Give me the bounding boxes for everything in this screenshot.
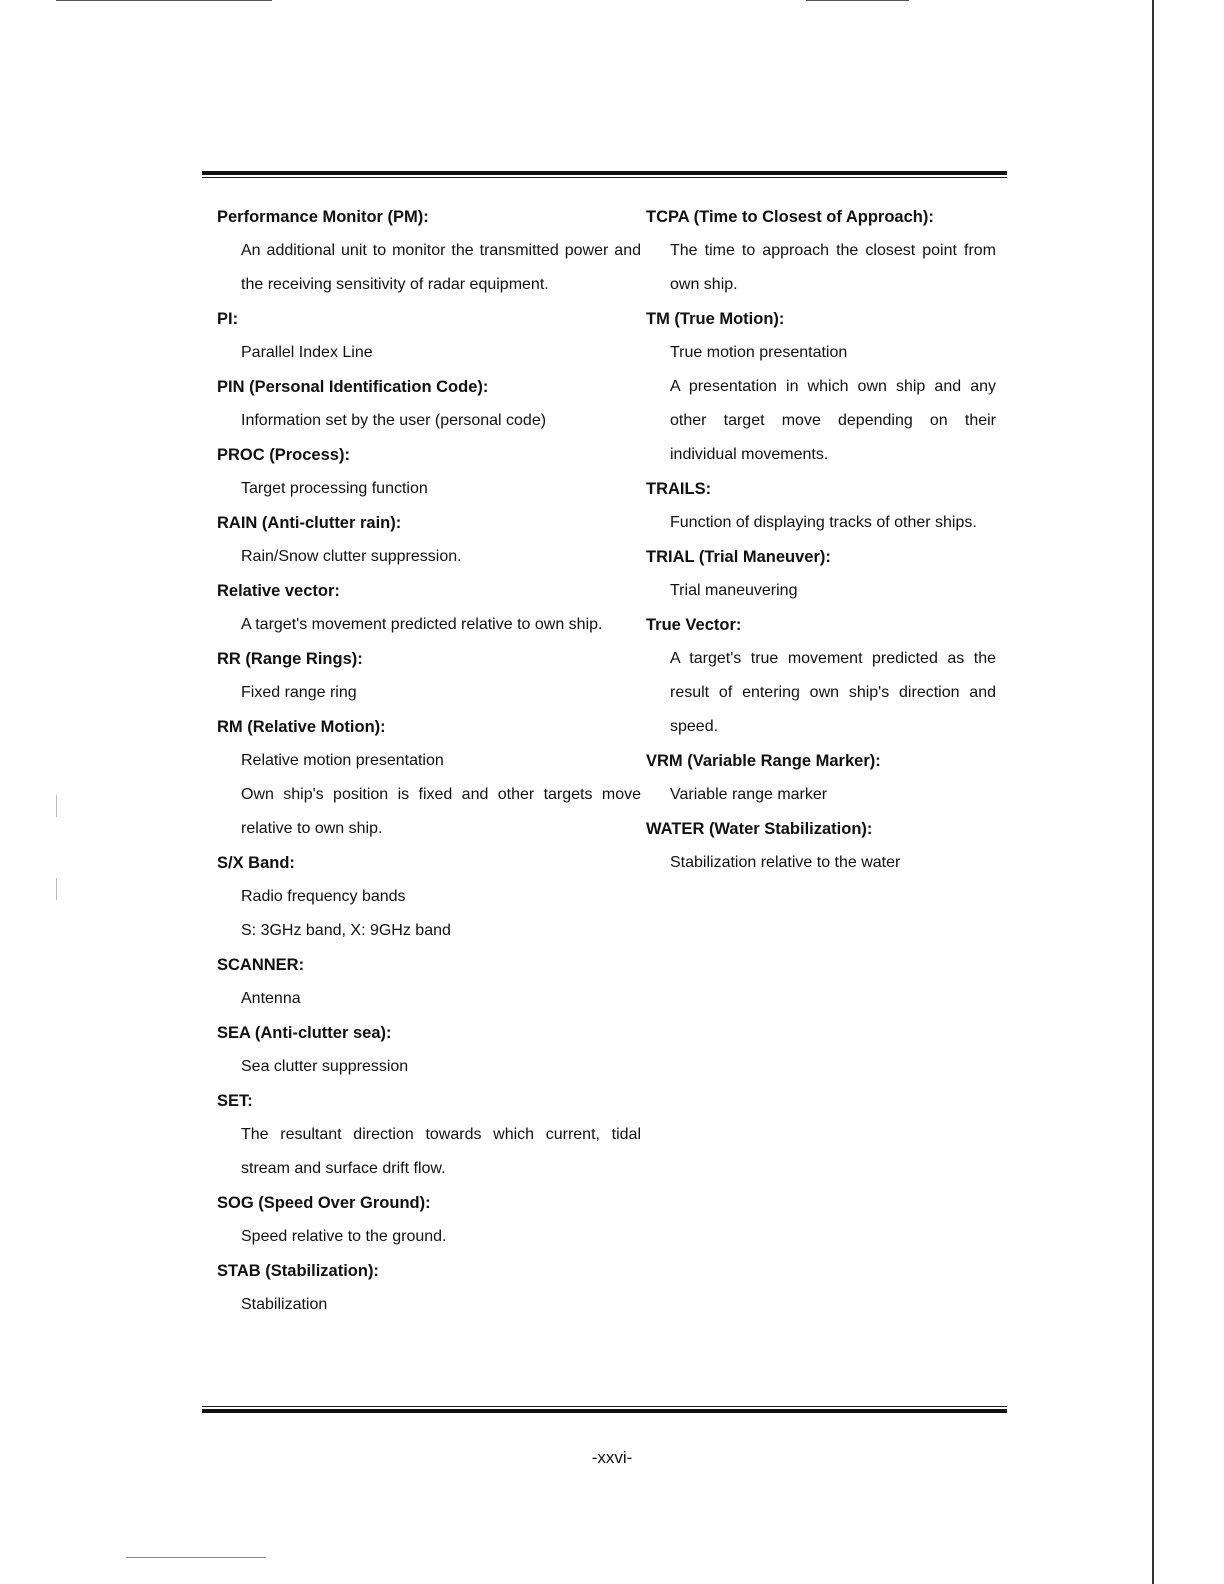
- glossary-term: SET:: [217, 1092, 253, 1110]
- glossary-definition: The time to approach the closest point from own ship.: [670, 242, 996, 293]
- glossary-definition: Sea clutter suppression: [241, 1058, 409, 1075]
- glossary-entry: [217, 1186, 641, 1254]
- glossary-term: VRM (Variable Range Marker):: [646, 752, 881, 770]
- glossary-definition: A target's movement predicted relative to own ship.: [241, 616, 603, 633]
- glossary-entry: [646, 472, 996, 540]
- glossary-definition: Fixed range ring: [241, 684, 357, 701]
- glossary-definition: Parallel Index Line: [241, 344, 373, 361]
- glossary-term: TM (True Motion):: [646, 310, 785, 328]
- glossary-entry: [217, 1254, 641, 1322]
- scan-page-edge: [1152, 0, 1154, 1584]
- scan-edge-line: [806, 0, 909, 1]
- glossary-term: PROC (Process):: [217, 446, 350, 464]
- glossary-term: RM (Relative Motion):: [217, 718, 386, 736]
- glossary-entry: [646, 200, 996, 302]
- scan-mark: [56, 878, 57, 900]
- glossary-term: STAB (Stabilization):: [217, 1262, 379, 1280]
- glossary-definition: S: 3GHz band, X: 9GHz band: [241, 922, 451, 939]
- glossary-right-column: [646, 200, 996, 880]
- glossary-term: SOG (Speed Over Ground):: [217, 1194, 431, 1212]
- glossary-entry: [646, 744, 996, 812]
- glossary-term: TRIAL (Trial Maneuver):: [646, 548, 831, 566]
- glossary-entry: [646, 812, 996, 880]
- glossary-entry: [217, 846, 641, 948]
- glossary-entry: [646, 608, 996, 744]
- glossary-entry: [217, 642, 641, 710]
- glossary-term: RR (Range Rings):: [217, 650, 363, 668]
- glossary-term: PIN (Personal Identification Code):: [217, 378, 489, 396]
- glossary-entry: [217, 948, 641, 1016]
- glossary-definition: Own ship's position is fixed and other targets move relative to own ship.: [241, 786, 641, 837]
- glossary-term: TRAILS:: [646, 480, 712, 498]
- footer-rule: [202, 1406, 1007, 1413]
- glossary-entry: [217, 438, 641, 506]
- glossary-definition: Antenna: [241, 990, 301, 1007]
- header-rule: [202, 171, 1007, 178]
- glossary-definition: Trial maneuvering: [670, 582, 798, 599]
- glossary-term: TCPA (Time to Closest of Approach):: [646, 208, 934, 226]
- glossary-entry: [217, 506, 641, 574]
- glossary-entry: [217, 710, 641, 846]
- glossary-definition: True motion presentation: [670, 344, 848, 361]
- glossary-entry: [217, 200, 641, 302]
- glossary-entry: [217, 1016, 641, 1084]
- glossary-definition: A presentation in which own ship and any other target move depending on their individual movements.: [670, 378, 996, 463]
- glossary-definition: An additional unit to monitor the transmitted power and the receiving sensitivity of radar equipment.: [241, 242, 641, 293]
- glossary-term: SEA (Anti-clutter sea):: [217, 1024, 392, 1042]
- scan-edge-line: [126, 1557, 266, 1558]
- glossary-definition: Relative motion presentation: [241, 752, 444, 769]
- glossary-definition: Variable range marker: [670, 786, 828, 803]
- glossary-definition: Target processing function: [241, 480, 428, 497]
- scan-mark: [56, 795, 57, 817]
- glossary-definition: Information set by the user (personal code): [241, 412, 547, 429]
- glossary-definition: Stabilization relative to the water: [670, 854, 901, 871]
- page-number: -xxvi-: [591, 1448, 633, 1467]
- glossary-definition: The resultant direction towards which current, tidal stream and surface drift flow.: [241, 1126, 641, 1177]
- glossary-term: RAIN (Anti-clutter rain):: [217, 514, 402, 532]
- glossary-entry: [217, 574, 641, 642]
- scan-edge-line: [56, 0, 272, 1]
- glossary-term: True Vector:: [646, 616, 742, 634]
- glossary-entry: [217, 302, 641, 370]
- glossary-term: Performance Monitor (PM):: [217, 208, 429, 226]
- glossary-entry: [646, 302, 996, 472]
- glossary-definition: Stabilization: [241, 1296, 328, 1313]
- glossary-term: Relative vector:: [217, 582, 340, 600]
- glossary-term: SCANNER:: [217, 956, 305, 974]
- glossary-entry: [646, 540, 996, 608]
- glossary-definition: Rain/Snow clutter suppression.: [241, 548, 462, 565]
- glossary-left-column: [217, 200, 641, 1322]
- glossary-definition: Function of displaying tracks of other ships.: [670, 514, 977, 531]
- glossary-term: S/X Band:: [217, 854, 295, 872]
- glossary-definition: Radio frequency bands: [241, 888, 406, 905]
- glossary-entry: [217, 370, 641, 438]
- glossary-definition: A target's true movement predicted as the result of entering own ship's direction and speed.: [670, 650, 996, 735]
- glossary-entry: [217, 1084, 641, 1186]
- glossary-term: PI:: [217, 310, 239, 328]
- glossary-definition: Speed relative to the ground.: [241, 1228, 447, 1245]
- glossary-term: WATER (Water Stabilization):: [646, 820, 873, 838]
